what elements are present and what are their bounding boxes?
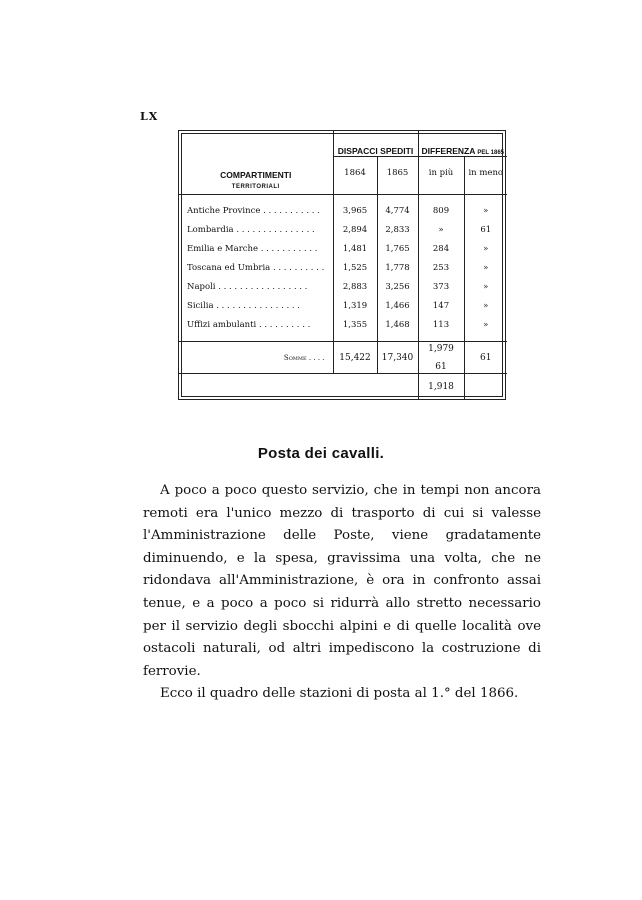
page-number: LX xyxy=(140,110,159,123)
value-in-meno: » xyxy=(464,239,507,258)
value-in-meno: » xyxy=(464,258,507,277)
value-1864: 3,965 xyxy=(333,201,377,220)
row-label: Lombardia . . . . . . . . . . . . . . . xyxy=(187,224,315,235)
value-1865: 1,778 xyxy=(377,258,418,277)
header-in-piu: in più xyxy=(418,156,464,190)
value-1864: 1,319 xyxy=(333,296,377,315)
row-label: Emilia e Marche . . . . . . . . . . . xyxy=(187,243,318,254)
value-in-meno: » xyxy=(464,296,507,315)
table-row xyxy=(179,201,507,220)
table-row xyxy=(179,239,507,258)
header-differenza-label: DIFFERENZA xyxy=(421,145,476,156)
total-1864: 15,422 xyxy=(333,341,377,373)
totals-label: Somme . . . . xyxy=(179,341,333,373)
total-in-piu-value: 1,979 xyxy=(428,343,454,354)
value-1864: 2,894 xyxy=(333,220,377,239)
value-1865: 4,774 xyxy=(377,201,418,220)
value-in-meno: » xyxy=(464,277,507,296)
value-1865: 2,833 xyxy=(377,220,418,239)
value-1865: 1,765 xyxy=(377,239,418,258)
value-1864: 1,355 xyxy=(333,315,377,334)
value-in-meno: 61 xyxy=(464,220,507,239)
paragraph: Ecco il quadro delle stazioni di posta al 1.° del 1866. xyxy=(160,686,519,702)
body-text xyxy=(143,480,541,706)
value-in-piu: 373 xyxy=(418,277,464,296)
value-1864: 1,525 xyxy=(333,258,377,277)
header-differenza-year: PEL 1865 xyxy=(477,149,504,156)
value-in-piu: 113 xyxy=(418,315,464,334)
header-territoriali-label: TERRITORIALI xyxy=(231,184,280,191)
value-in-piu: 253 xyxy=(418,258,464,277)
header-in-meno: in meno xyxy=(464,156,507,190)
section-title: Posta dei cavalli. xyxy=(257,445,385,462)
table-row xyxy=(179,277,507,296)
value-in-piu: 284 xyxy=(418,239,464,258)
header-1865: 1865 xyxy=(377,156,418,190)
value-1864: 1,481 xyxy=(333,239,377,258)
value-1865: 1,466 xyxy=(377,296,418,315)
paragraph: A poco a poco questo servizio, che in tempi non ancora remoti era l'unico mezzo di trasporto di cui si valesse l'Amministrazione delle Poste, viene gradatamente diminuendo, e la spesa, gravissima una volta, che ne ridondava all'Amministrazione, è ora in confronto assai tenue, e a poco a poco si ridurrà allo stretto necessario per il servizio degli sbocchi alpini e di quelle località ove ostacoli naturali, od altri impediscono la costruzione di ferrovie. xyxy=(143,483,541,679)
statistics-table xyxy=(178,130,506,400)
total-in-piu xyxy=(418,341,464,373)
value-in-meno: » xyxy=(464,201,507,220)
net-difference: 1,918 xyxy=(418,374,464,399)
header-compartimenti-label: COMPARTIMENTI xyxy=(220,170,292,181)
value-in-piu: 809 xyxy=(418,201,464,220)
table-row xyxy=(179,220,507,239)
value-1864: 2,883 xyxy=(333,277,377,296)
value-1865: 3,256 xyxy=(377,277,418,296)
value-in-piu: » xyxy=(418,220,464,239)
table-row xyxy=(179,296,507,315)
subtract-in-meno-value: 61 xyxy=(435,361,447,372)
table-row xyxy=(179,258,507,277)
value-in-meno: » xyxy=(464,315,507,334)
value-1865: 1,468 xyxy=(377,315,418,334)
row-label: Antiche Province . . . . . . . . . . . xyxy=(187,205,320,216)
header-1864: 1864 xyxy=(333,156,377,190)
total-1865: 17,340 xyxy=(377,341,418,373)
total-in-meno: 61 xyxy=(464,341,507,373)
header-dispacci: DISPACCI SPEDITI xyxy=(333,131,418,156)
value-in-piu: 147 xyxy=(418,296,464,315)
row-label: Sicilia . . . . . . . . . . . . . . . . xyxy=(187,300,300,311)
table-row xyxy=(179,315,507,334)
net-difference-row xyxy=(179,374,507,399)
header-differenza xyxy=(418,131,507,156)
header-compartimenti xyxy=(179,131,333,190)
row-label: Toscana ed Umbria . . . . . . . . . . xyxy=(187,262,325,273)
row-label: Napoli . . . . . . . . . . . . . . . . . xyxy=(187,281,308,292)
row-label: Uffizi ambulanti . . . . . . . . . . xyxy=(187,319,311,330)
totals-row xyxy=(179,341,507,373)
